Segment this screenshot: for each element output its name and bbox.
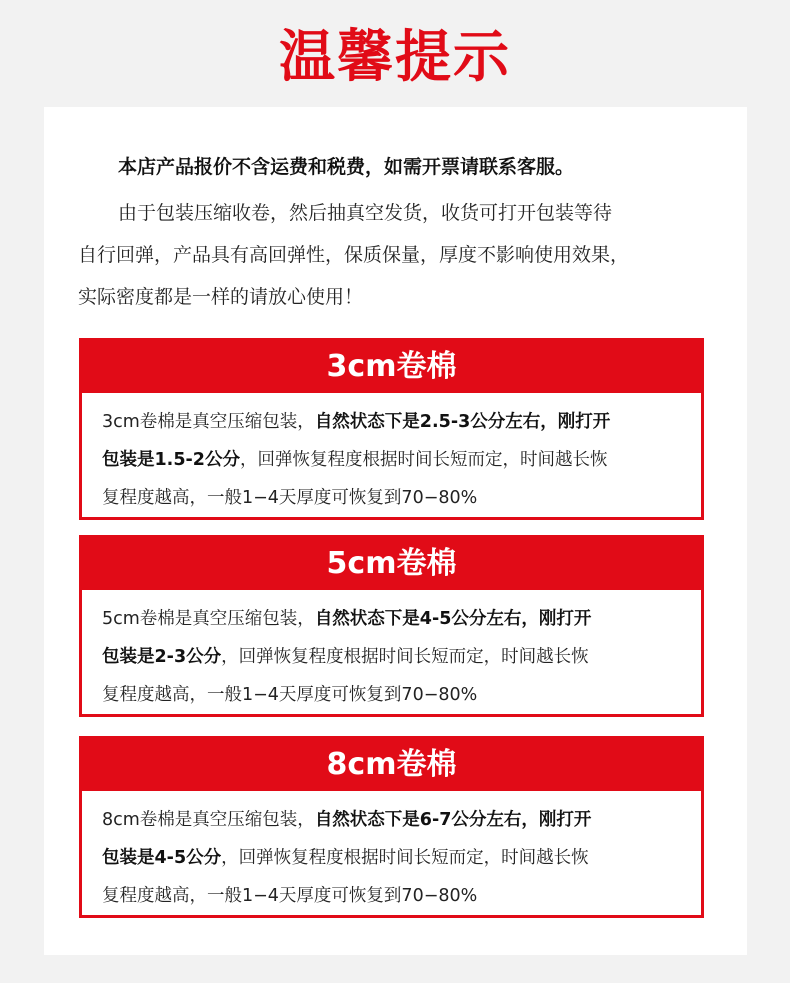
intro-paragraph bbox=[78, 192, 728, 318]
card-text: 5cm卷棉是真空压缩包装， bbox=[102, 609, 315, 629]
card-text: 8cm卷棉是真空压缩包装， bbox=[102, 810, 315, 830]
card-bold-text: 自然状态下是6-7公分左右，刚打开 bbox=[314, 810, 592, 830]
card-body bbox=[82, 393, 701, 517]
card-bold-text: 自然状态下是4-5公分左右，刚打开 bbox=[314, 609, 592, 629]
card-8cm bbox=[79, 736, 704, 918]
intro-line: 实际密度都是一样的请放心使用！ bbox=[78, 286, 364, 308]
card-5cm bbox=[79, 535, 704, 717]
card-3cm bbox=[79, 338, 704, 520]
card-header: 3cm卷棉 bbox=[82, 341, 701, 393]
card-body bbox=[82, 590, 701, 714]
card-bold-text: 包装是2-3公分 bbox=[102, 647, 222, 667]
card-text: 复程度越高，一般1−4天厚度可恢复到70−80% bbox=[102, 886, 478, 906]
card-bold-text: 自然状态下是2.5-3公分左右，刚打开 bbox=[314, 412, 611, 432]
intro-line: 由于包装压缩收卷，然后抽真空发货，收货可打开包装等待 bbox=[118, 202, 613, 224]
card-text: 3cm卷棉是真空压缩包装， bbox=[102, 412, 315, 432]
card-text: ，回弹恢复程度根据时间长短而定，时间越长恢 bbox=[221, 647, 589, 667]
card-text: 复程度越高，一般1−4天厚度可恢复到70−80% bbox=[102, 488, 478, 508]
card-header: 5cm卷棉 bbox=[82, 538, 701, 590]
card-text: ，回弹恢复程度根据时间长短而定，时间越长恢 bbox=[239, 450, 608, 470]
intro-line: 自行回弹，产品具有高回弹性，保质保量，厚度不影响使用效果， bbox=[78, 244, 630, 266]
card-body bbox=[82, 791, 701, 915]
card-text: 复程度越高，一般1−4天厚度可恢复到70−80% bbox=[102, 685, 478, 705]
page-title: 温馨提示 bbox=[279, 25, 511, 90]
pricing-notice: 本店产品报价不含运费和税费，如需开票请联系客服。 bbox=[118, 156, 575, 178]
card-bold-text: 包装是4-5公分 bbox=[102, 848, 222, 868]
card-bold-text: 包装是1.5-2公分 bbox=[102, 450, 240, 470]
card-text: ，回弹恢复程度根据时间长短而定，时间越长恢 bbox=[221, 848, 589, 868]
card-header: 8cm卷棉 bbox=[82, 739, 701, 791]
